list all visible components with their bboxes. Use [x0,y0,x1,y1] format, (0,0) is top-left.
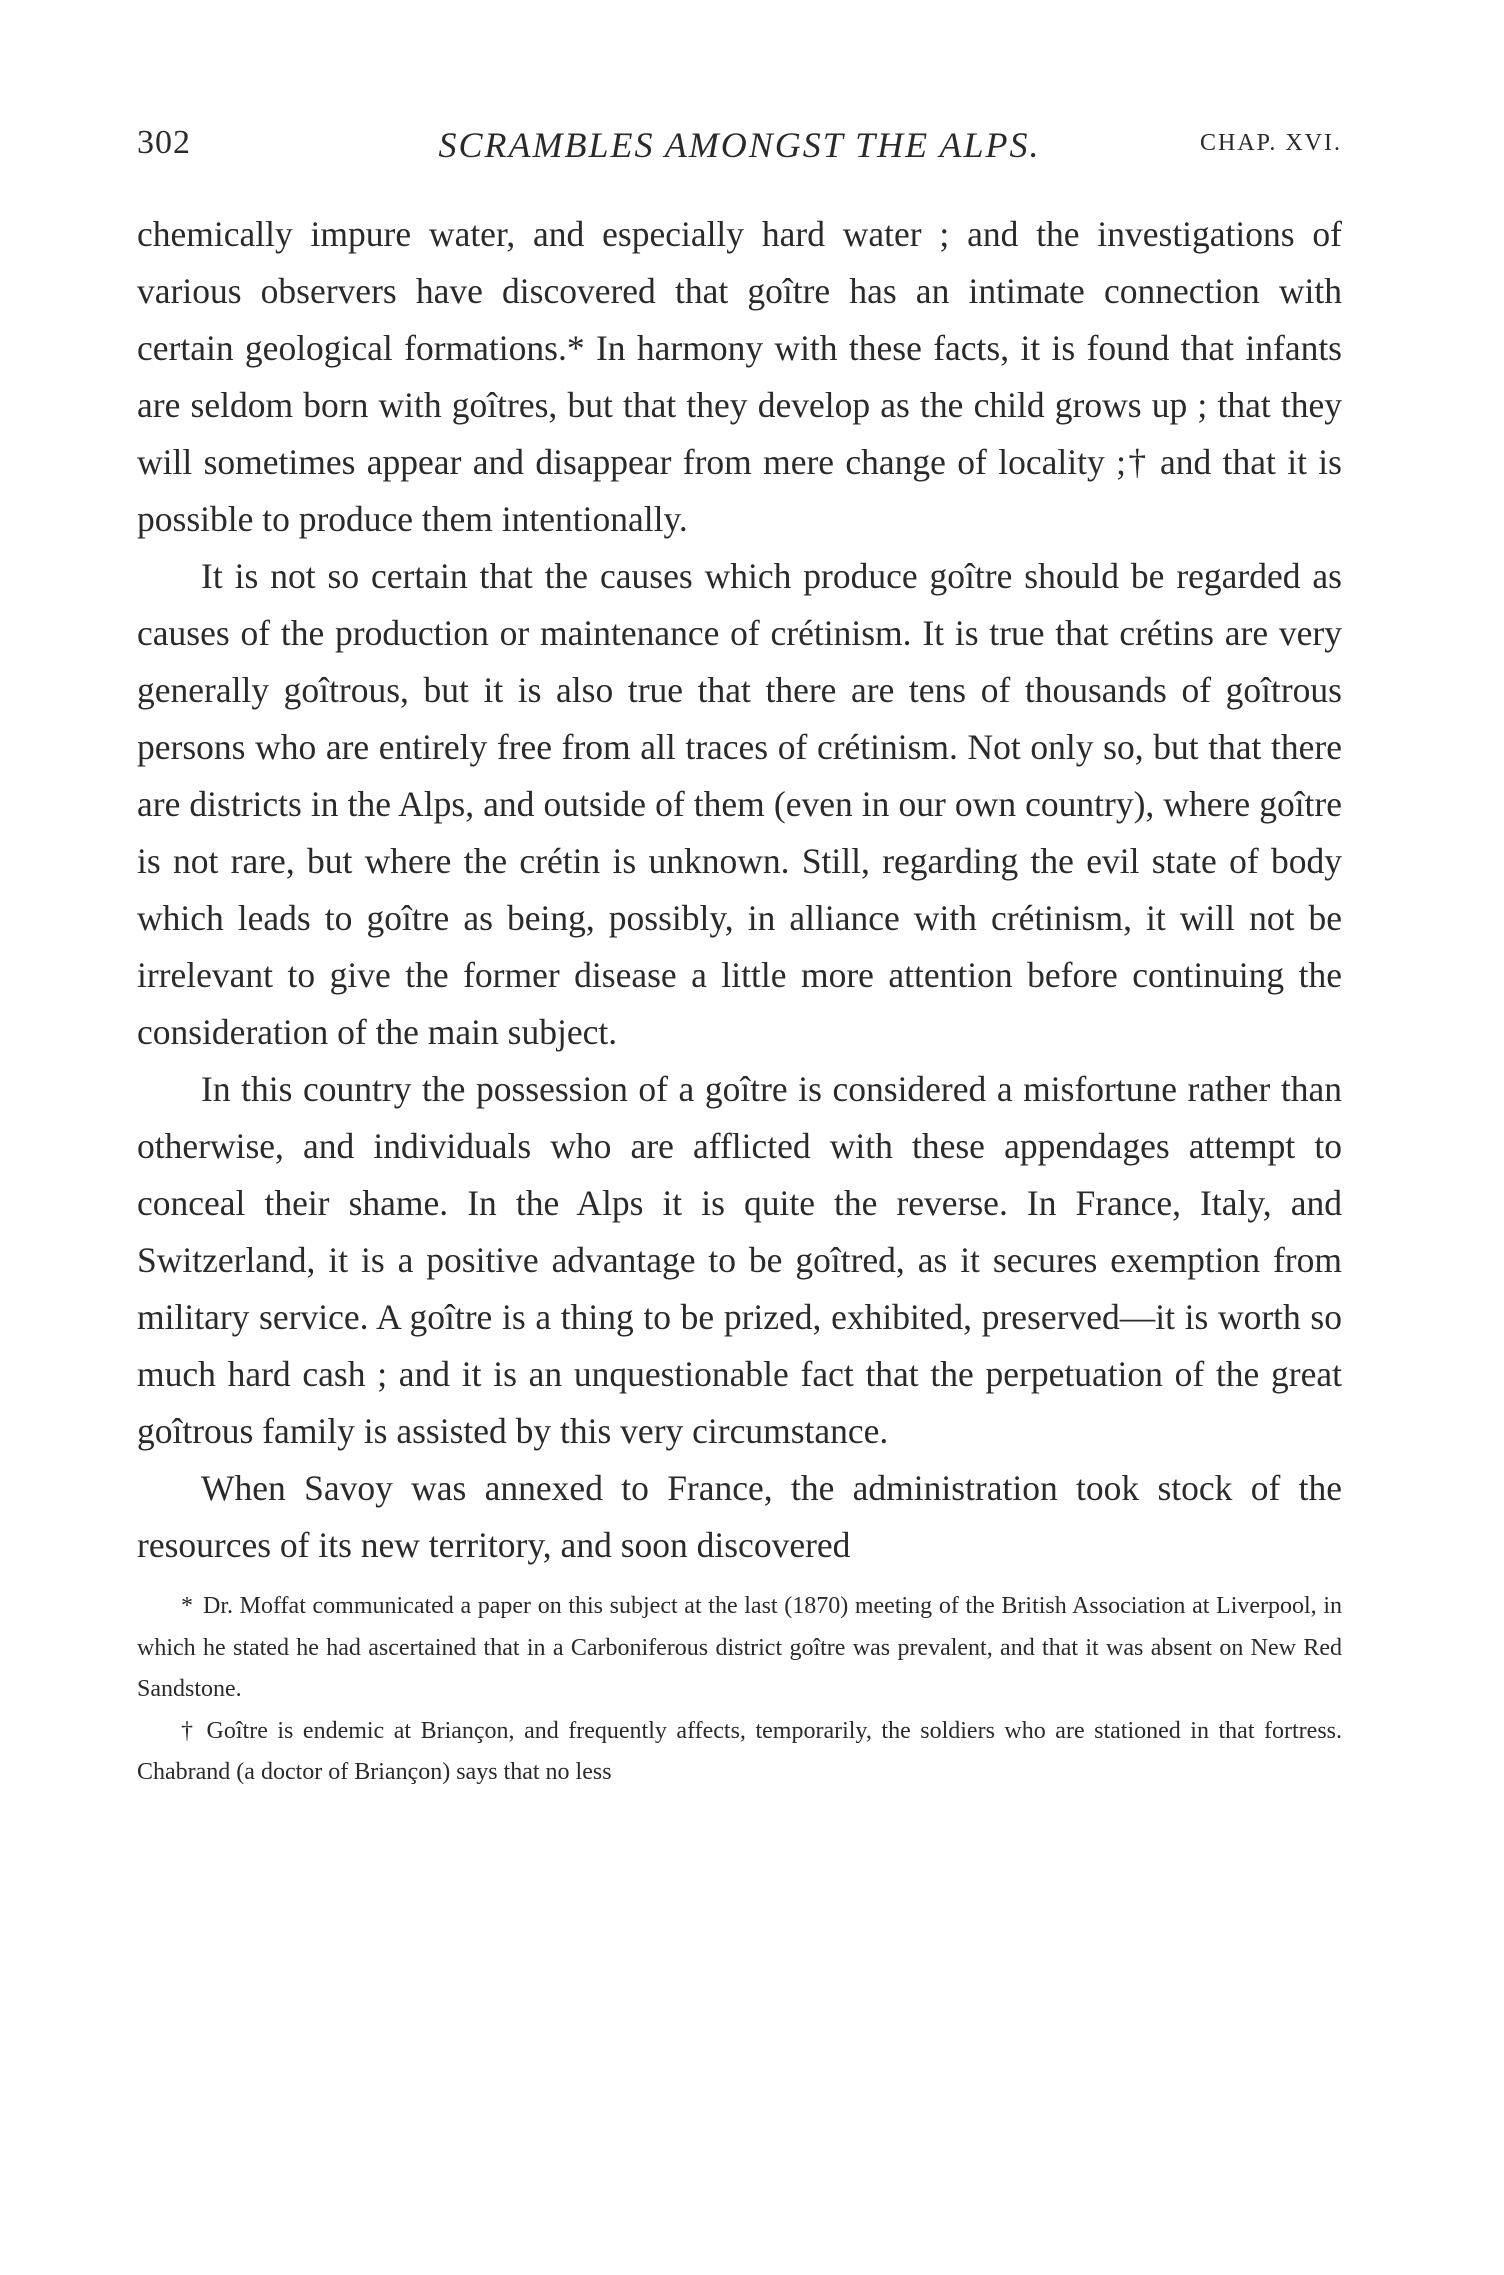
page-header [137,118,1342,178]
footnote [137,1711,1342,1794]
page-number: 302 [137,124,191,161]
paragraph: When Savoy was annexed to France, the administration took stock of the resources of its new territory, and soon discovered [137,1468,1342,1565]
paragraph: In this country the possession of a goître is considered a misfortune rather than otherwise, and individuals who are afflicted with these appendages attempt to conceal their shame. In the Alps it is quite the reverse. In France, Italy, and Switzerland, it is a positive advantage to be goîtred, as it secures exemption from military service. A goître is a thing to be prized, exhibited, preserved—it is worth so much hard cash ; and it is an unquestionable fact that the perpetuation of the great goîtrous family is assisted by this very circumstance. [137,1069,1342,1451]
running-title: SCRAMBLES AMONGST THE ALPS. [438,125,1041,165]
footnote-mark: * [181,1593,193,1619]
footnote-text: Goître is endemic at Briançon, and frequently affects, temporarily, the soldiers who are stationed in that fortress. Chabrand (a doctor of Briançon) says that no less [137,1717,1342,1785]
footnote-text: Dr. Moffat communicated a paper on this subject at the last (1870) meeting of the British Association at Liverpool, in which he stated he had ascertained that in a Carboniferous district goître was prevalent, and that it was absent on New Red Sandstone. [137,1593,1342,1702]
chapter-label: CHAP. XVI. [1199,130,1342,156]
body-text [137,206,1342,1574]
footnote [137,1586,1342,1711]
book-page [137,118,1342,1794]
footnote-mark: † [181,1717,197,1744]
paragraph: chemically impure water, and especially hard water ; and the investigations of various observers have discovered that goître has an intimate connection with certain geological formations.* In harmony with these facts, it is found that infants are seldom born with goîtres, but that they develop as the child grows up ; that they will sometimes appear and disappear from mere change of locality ;† and that it is possible to produce them intentionally. [137,214,1342,539]
paragraph: It is not so certain that the causes which produce goître should be regarded as causes of the production or maintenance of crétinism. It is true that crétins are very generally goîtrous, but it is also true that there are tens of thousands of goîtrous persons who are entirely free from all traces of crétinism. Not only so, but that there are districts in the Alps, and outside of them (even in our own country), where goître is not rare, but where the crétin is unknown. Still, regarding the evil state of body which leads to goître as being, possibly, in alliance with crétinism, it will not be irrelevant to give the former disease a little more attention before continuing the consideration of the main subject. [137,556,1342,1052]
footnotes [137,1586,1342,1794]
